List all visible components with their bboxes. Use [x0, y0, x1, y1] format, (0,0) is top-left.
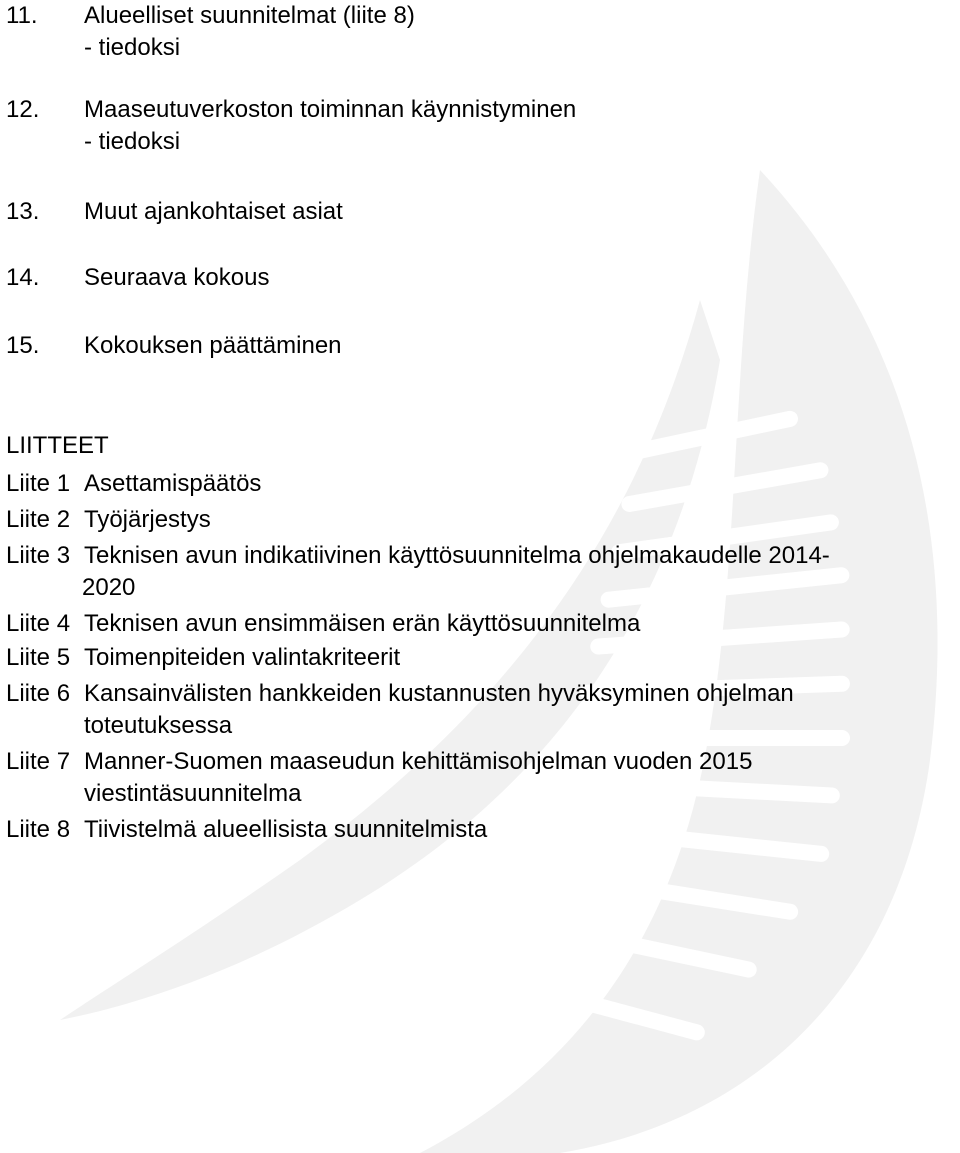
attachment-title-line: Teknisen avun ensimmäisen erän käyttösuunnitelma — [84, 610, 641, 637]
attachment-title — [84, 504, 936, 536]
attachment-label: Liite 4 — [6, 610, 71, 637]
agenda-number: 12. — [6, 96, 40, 123]
attachment-title — [84, 746, 936, 810]
agenda-number: 15. — [6, 332, 40, 359]
agenda-subtitle: - tiedoksi — [84, 34, 181, 61]
attachment-title-line: Kansainvälisten hankkeiden kustannusten hyväksyminen ohjelman — [84, 680, 794, 707]
attachments-heading: LIITTEET — [6, 432, 109, 459]
attachment-title — [84, 608, 936, 640]
agenda-number: 11. — [6, 2, 38, 29]
attachment-title — [84, 814, 936, 846]
attachment-title-line: 2020 — [82, 574, 136, 601]
attachment-title-line: Toimenpiteiden valintakriteerit — [84, 644, 401, 671]
attachment-title-line: Tiivistelmä alueellisista suunnitelmista — [84, 816, 488, 843]
attachment-title-line: Työjärjestys — [84, 506, 211, 533]
attachment-title-line: Manner-Suomen maaseudun kehittämisohjelman vuoden 2015 — [84, 748, 753, 775]
attachment-label: Liite 3 — [6, 542, 71, 569]
agenda-subtitle: - tiedoksi — [84, 128, 181, 155]
attachment-label: Liite 6 — [6, 680, 71, 707]
attachment-title-line: Teknisen avun indikatiivinen käyttösuunnitelma ohjelmakaudelle 2014- — [84, 542, 830, 569]
agenda-number: 14. — [6, 264, 40, 291]
attachment-label: Liite 1 — [6, 470, 71, 497]
agenda-title: Seuraava kokous — [84, 264, 270, 291]
attachment-title — [84, 642, 936, 674]
agenda-title: Muut ajankohtaiset asiat — [84, 198, 343, 225]
attachment-label: Liite 5 — [6, 644, 71, 671]
attachment-title-line: toteutuksessa — [84, 712, 233, 739]
agenda-number: 13. — [6, 198, 40, 225]
agenda-title: Maaseutuverkoston toiminnan käynnistyminen — [84, 96, 577, 123]
attachment-title — [84, 468, 936, 500]
attachment-label: Liite 2 — [6, 506, 71, 533]
attachment-title-line: viestintäsuunnitelma — [84, 780, 302, 807]
agenda-title: Alueelliset suunnitelmat (liite 8) — [84, 2, 415, 29]
attachment-title — [84, 540, 936, 604]
attachment-label: Liite 7 — [6, 748, 71, 775]
attachment-label: Liite 8 — [6, 816, 71, 843]
attachment-title-line: Asettamispäätös — [84, 470, 262, 497]
attachment-title — [84, 678, 936, 742]
agenda-title: Kokouksen päättäminen — [84, 332, 342, 359]
